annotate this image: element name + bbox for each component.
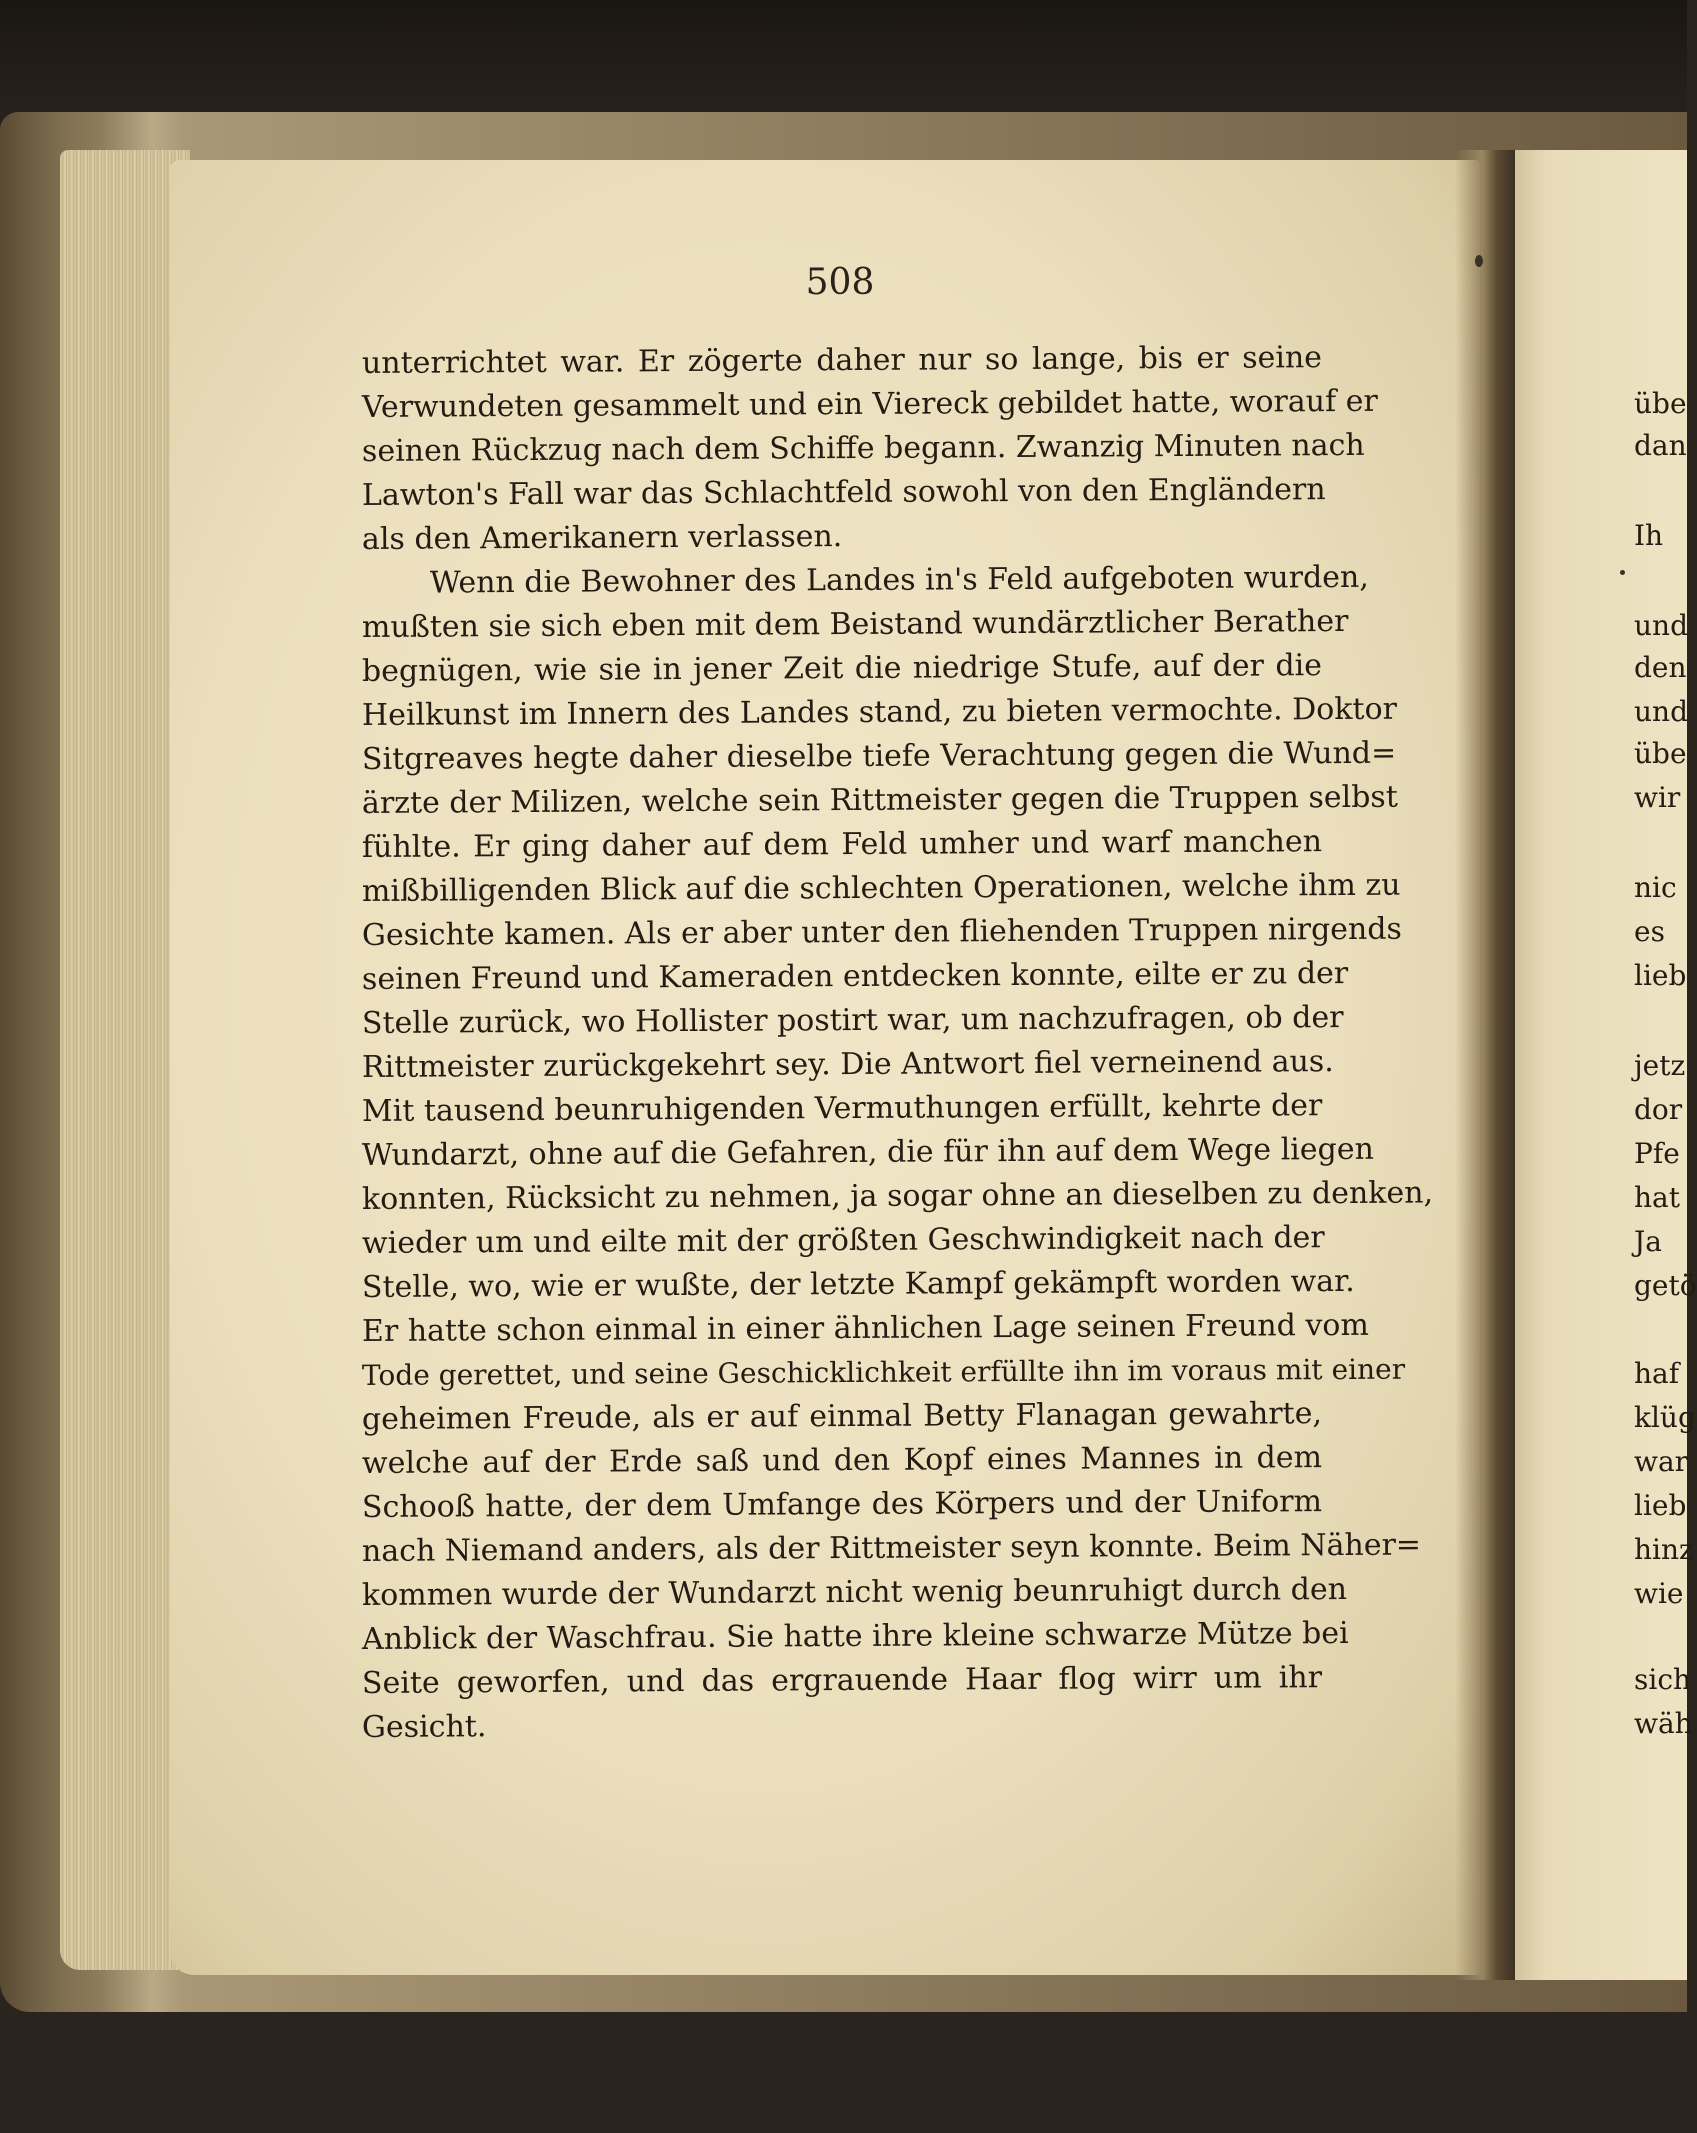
right-page-fragment: klüg: [1634, 1401, 1696, 1434]
paper-speck: [1620, 570, 1625, 575]
right-page-fragment: es: [1634, 915, 1665, 948]
text-line: Sitgreaves hegte daher dieselbe tiefe Verachtung gegen die Wund=: [361, 735, 1397, 777]
right-page-fragment: Ih: [1634, 519, 1664, 552]
right-page-fragment: lieb: [1634, 959, 1687, 992]
text-line: Wenn die Bewohner des Landes in's Feld aufgeboten wurden,: [429, 559, 1369, 601]
text-line: seinen Rückzug nach dem Schiffe begann. Zwanzig Minuten nach: [361, 427, 1365, 469]
right-page-fragment: den: [1634, 651, 1687, 684]
text-line: Stelle zurück, wo Hollister postirt war, um nachzufragen, ob der: [361, 1000, 1344, 1041]
text-line: Seite geworfen, und das ergrauende Haar flog wirr um ihr: [361, 1660, 1323, 1701]
right-page-fragment: wir: [1634, 781, 1681, 814]
right-page-fragment: und: [1634, 695, 1688, 728]
text-line: Heilkunst im Innern des Landes stand, zu bieten vermochte. Doktor: [361, 691, 1398, 733]
text-line: als den Amerikanern verlassen.: [361, 519, 843, 557]
text-line: ärzte der Milizen, welche sein Rittmeister gegen die Truppen selbst: [361, 779, 1398, 821]
text-line: Mit tausend beunruhigenden Vermuthungen erfüllt, kehrte der: [361, 1088, 1323, 1129]
right-page-fragment: wie: [1634, 1577, 1684, 1610]
text-line: kommen wurde der Wundarzt nicht wenig beunruhigt durch den: [361, 1571, 1348, 1613]
right-page-fragment: übe: [1634, 387, 1687, 420]
right-page-fragment: jetz: [1634, 1049, 1686, 1082]
text-line: Verwundeten gesammelt und ein Viereck gebildet hatte, worauf er: [361, 383, 1378, 425]
paper-speck: [1475, 255, 1483, 267]
text-line: Wundarzt, ohne auf die Gefahren, die für ihn auf dem Wege liegen: [361, 1131, 1374, 1173]
right-page-fragment: war: [1634, 1445, 1689, 1478]
text-line: Er hatte schon einmal in einer ähnlichen Lage seinen Freund vom: [361, 1307, 1369, 1349]
text-line: konnten, Rücksicht zu nehmen, ja sogar ohne an dieselben zu denken,: [361, 1175, 1434, 1217]
text-line: mußten sie sich eben mit dem Beistand wundärztlicher Berather: [361, 603, 1349, 645]
right-page-fragment: nic: [1634, 871, 1677, 904]
right-page-fragment: und: [1634, 609, 1688, 642]
text-line: Gesichte kamen. Als er aber unter den fliehenden Truppen nirgends: [361, 911, 1403, 953]
page-number: 508: [805, 262, 875, 303]
text-line: geheimen Freude, als er auf einmal Betty Flanagan gewahrte,: [361, 1396, 1323, 1437]
text-line: welche auf der Erde saß und den Kopf eines Mannes in dem: [361, 1440, 1323, 1481]
text-line: unterrichtet war. Er zögerte daher nur so lange, bis er seine: [361, 340, 1323, 381]
text-line: Gesicht.: [361, 1709, 487, 1745]
right-page-fragment: dan: [1634, 429, 1687, 462]
right-page-fragment: hinz: [1634, 1533, 1694, 1566]
right-page-fragment: haf: [1634, 1357, 1680, 1390]
right-page-fragment: sich: [1634, 1663, 1692, 1696]
text-line: Tode gerettet, und seine Geschicklichkeit erfüllte ihn im voraus mit einer: [361, 1352, 1406, 1392]
text-line: Lawton's Fall war das Schlachtfeld sowohl von den Engländern: [361, 472, 1326, 513]
right-page-fragment: lieb: [1634, 1489, 1687, 1522]
right-page-fragment: übe: [1634, 737, 1687, 770]
text-line: seinen Freund und Kameraden entdecken konnte, eilte er zu der: [361, 955, 1349, 997]
right-page-fragment: dor: [1634, 1093, 1683, 1126]
text-line: nach Niemand anders, als der Rittmeister seyn konnte. Beim Näher=: [361, 1527, 1422, 1569]
text-line: begnügen, wie sie in jener Zeit die niedrige Stufe, auf der die: [361, 648, 1323, 689]
text-line: wieder um und eilte mit der größten Geschwindigkeit nach der: [361, 1220, 1325, 1261]
book-gutter: [1455, 150, 1515, 1980]
text-line: mißbilligenden Blick auf die schlechten Operationen, welche ihm zu: [361, 867, 1401, 909]
right-page-fragment: Pfe: [1634, 1137, 1680, 1170]
text-line: Schooß hatte, der dem Umfange des Körpers und der Uniform: [361, 1484, 1323, 1525]
text-line: fühlte. Er ging daher auf dem Feld umher und warf manchen: [361, 824, 1323, 865]
right-page-fragment: getö: [1634, 1269, 1697, 1302]
right-page-fragment: Ja: [1634, 1225, 1662, 1258]
text-line: Anblick der Waschfrau. Sie hatte ihre kleine schwarze Mütze bei: [361, 1615, 1349, 1657]
text-line: Rittmeister zurückgekehrt sey. Die Antwort fiel verneinend aus.: [361, 1044, 1334, 1085]
right-page-fragment: wäh: [1634, 1707, 1693, 1740]
right-page-fragment: hat: [1634, 1181, 1680, 1214]
text-line: Stelle, wo, wie er wußte, der letzte Kampf gekämpft worden war.: [361, 1263, 1355, 1305]
